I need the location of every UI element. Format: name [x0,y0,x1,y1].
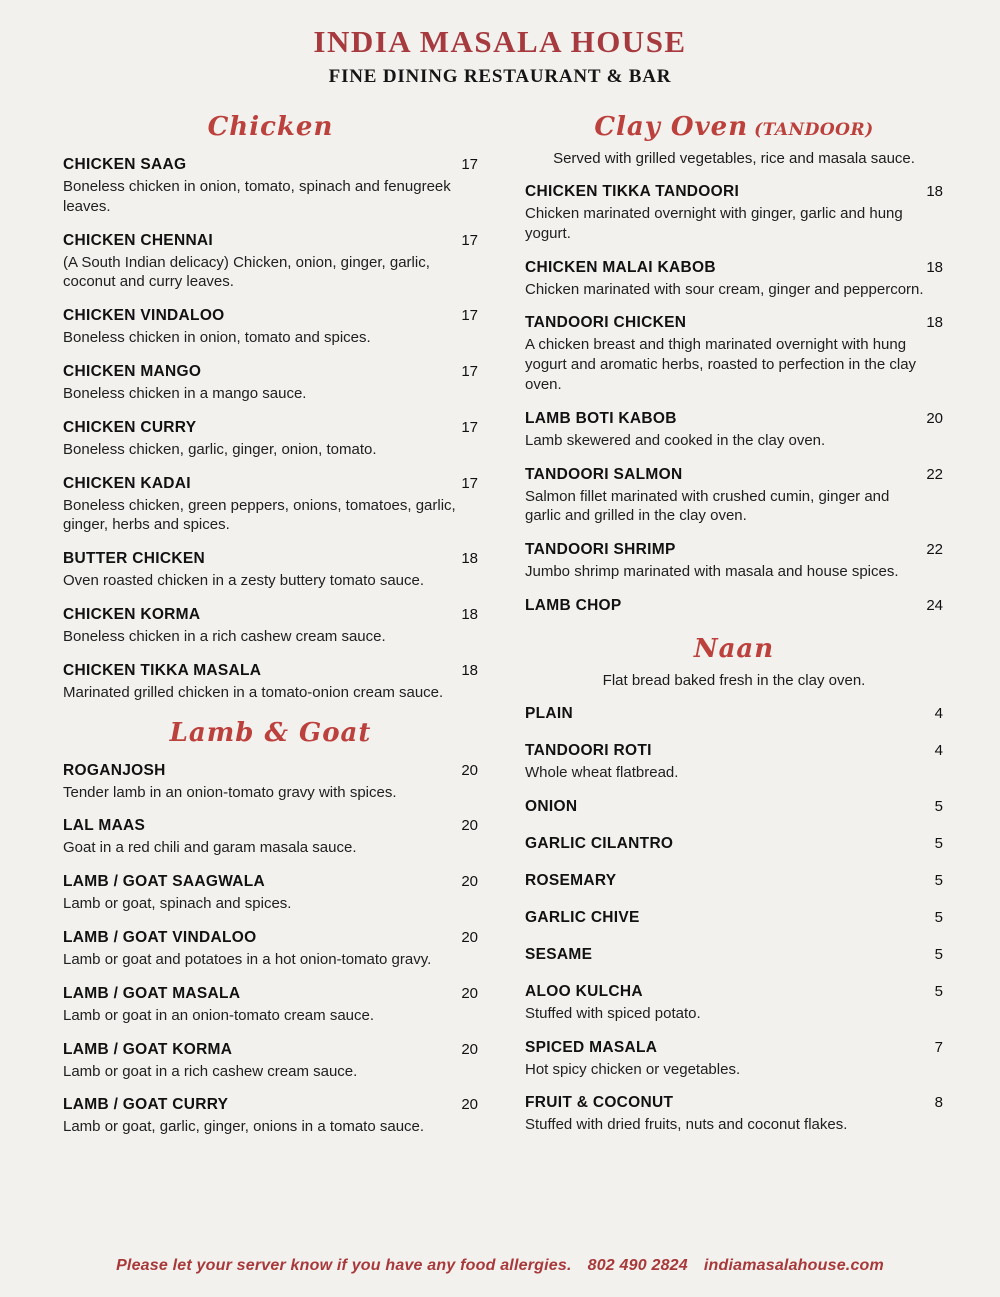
menu-item [525,314,943,394]
item-row [63,550,478,568]
section-title [525,112,943,142]
item-row [63,606,478,624]
item-name: CHICKEN TIKKA MASALA [63,661,262,679]
item-description: Goat in a red chili and garam masala sauce. [63,839,357,857]
item-price: 17 [461,307,478,325]
item-description: Boneless chicken in onion, tomato, spinach and fenugreek leaves. [63,178,451,215]
item-price: 20 [461,761,478,779]
menu-item [63,419,478,460]
item-description: A chicken breast and thigh marinated overnight with hung yogurt and aromatic herbs, roasted to perfection in the clay oven. [525,336,917,393]
menu-item [525,835,943,853]
menu-item [525,183,943,244]
menu-item [63,1041,478,1082]
item-row [63,475,478,493]
item-price: 20 [461,873,478,891]
item-row [525,183,943,201]
item-row [525,983,943,1001]
menu-item [63,985,478,1026]
item-name: LAMB / GOAT KORMA [63,1040,233,1058]
item-price: 18 [461,605,478,623]
item-row [63,662,478,680]
menu-item [63,550,478,591]
item-row [525,946,943,964]
item-price: 5 [934,834,943,852]
section-title-suffix: (TANDOOR) [754,120,874,140]
item-name: SESAME [525,945,593,963]
menu-section [525,634,943,1135]
item-row [63,873,478,891]
item-row [63,307,478,325]
item-name: LAL MAAS [63,817,146,835]
menu-item [525,259,943,300]
item-description: Marinated grilled chicken in a tomato-onion cream sauce. [63,683,444,701]
menu-item [525,1094,943,1135]
item-name: CHICKEN VINDALOO [63,307,225,325]
item-name: CHICKEN KORMA [63,605,201,623]
item-row [525,466,943,484]
item-price: 8 [934,1094,943,1112]
item-description: Chicken marinated with sour cream, ginger and peppercorn. [525,280,924,298]
menu-item [63,363,478,404]
menu-item [525,705,943,723]
item-price: 18 [926,258,943,276]
item-description: Lamb or goat in an onion-tomato cream sauce. [63,1006,375,1024]
menu-section [63,112,478,703]
item-row [525,705,943,723]
section-title [63,112,478,142]
menu-item [525,909,943,927]
menu-item [63,232,478,293]
item-row [525,872,943,890]
menu-item [63,817,478,858]
item-name: GARLIC CILANTRO [525,834,674,852]
item-description: Lamb skewered and cooked in the clay oven. [525,431,826,449]
menu-columns [0,102,1000,1152]
menu-item [63,929,478,970]
restaurant-subtitle: FINE DINING RESTAURANT & BAR [328,66,672,87]
item-row [525,1094,943,1112]
left-column [0,102,478,1152]
item-description: Oven roasted chicken in a zesty buttery tomato sauce. [63,572,425,590]
item-row [525,742,943,760]
item-name: LAMB BOTI KABOB [525,409,677,427]
item-name: ALOO KULCHA [525,982,643,1000]
item-description: Lamb or goat in a rich cashew cream sauce. [63,1062,358,1080]
menu-item [525,946,943,964]
menu-item [63,873,478,914]
menu-item [63,662,478,703]
item-name: CHICKEN MANGO [63,362,202,380]
footer-note [0,1257,1000,1275]
item-row [525,259,943,277]
item-price: 20 [461,817,478,835]
item-name: TANDOORI CHICKEN [525,314,687,332]
menu-item [525,872,943,890]
item-price: 22 [926,465,943,483]
item-price: 4 [934,741,943,759]
item-name: LAMB CHOP [525,596,622,614]
menu-item [525,597,943,615]
item-description: Lamb or goat, spinach and spices. [63,895,292,913]
item-name: LAMB / GOAT MASALA [63,984,241,1002]
item-name: PLAIN [525,704,573,722]
item-price: 20 [461,984,478,1002]
item-price: 5 [934,871,943,889]
item-description: Boneless chicken in a mango sauce. [63,384,307,402]
item-row [63,363,478,381]
section-items [525,183,943,615]
item-description: Stuffed with dried fruits, nuts and coconut flakes. [525,1116,848,1134]
item-name: FRUIT & COCONUT [525,1094,674,1112]
item-name: ONION [525,797,578,815]
menu-item [525,983,943,1024]
menu-item [525,1039,943,1080]
item-row [525,410,943,428]
item-name: LAMB / GOAT CURRY [63,1096,229,1114]
item-row [63,419,478,437]
item-price: 5 [934,797,943,815]
item-row [63,1041,478,1059]
section-title-text: Lamb & Goat [169,717,372,748]
section-title [525,634,943,664]
item-row [63,1096,478,1114]
item-name: TANDOORI SHRIMP [525,541,676,559]
section-note: Flat bread baked fresh in the clay oven. [602,671,866,689]
phone-number: 802 490 2824 [587,1257,688,1274]
menu-item [525,410,943,451]
menu-section [525,112,943,615]
item-row [63,232,478,250]
item-row [525,597,943,615]
item-price: 20 [461,1096,478,1114]
item-name: CHICKEN KADAI [63,474,191,492]
menu-item [63,307,478,348]
item-description: Stuffed with spiced potato. [525,1004,701,1022]
item-price: 20 [461,928,478,946]
item-name: ROSEMARY [525,871,617,889]
section-title-text: Clay Oven [594,112,749,142]
item-price: 5 [934,982,943,1000]
right-column [478,102,1000,1152]
item-row [63,985,478,1003]
item-description: Salmon fillet marinated with crushed cumin, ginger and garlic and grilled in the clay oven. [525,487,890,525]
item-description: (A South Indian delicacy) Chicken, onion, ginger, garlic, coconut and curry leaves. [63,253,430,291]
item-description: Lamb or goat, garlic, ginger, onions in a tomato sauce. [63,1118,425,1136]
item-row [525,909,943,927]
restaurant-name: INDIA MASALA HOUSE [313,24,687,59]
item-price: 17 [461,231,478,249]
item-row [525,835,943,853]
item-name: SPICED MASALA [525,1038,658,1056]
item-price: 17 [461,362,478,380]
item-description: Boneless chicken in onion, tomato and spices. [63,329,371,347]
item-row [525,541,943,559]
menu-header [0,0,1000,88]
item-name: CHICKEN SAAG [63,156,187,173]
section-title-text: Chicken [207,112,334,142]
item-row [63,762,478,780]
item-row [525,1039,943,1057]
item-description: Tender lamb in an onion-tomato gravy with spices. [63,783,397,801]
item-row [63,156,478,174]
item-name: TANDOORI SALMON [525,465,683,483]
item-description: Lamb or goat and potatoes in a hot onion-tomato gravy. [63,950,432,968]
item-price: 18 [926,314,943,332]
menu-item [63,1096,478,1137]
section-title [63,718,478,748]
item-price: 4 [934,704,943,722]
item-name: BUTTER CHICKEN [63,550,205,568]
section-items [63,156,478,703]
menu-item [63,156,478,217]
allergy-note: Please let your server know if you have any food allergies. [116,1257,572,1274]
item-price: 18 [461,661,478,679]
website-link: indiamasalahouse.com [703,1257,884,1274]
item-price: 20 [461,1040,478,1058]
item-price: 18 [461,550,478,568]
item-description: Boneless chicken, green peppers, onions, tomatoes, garlic, ginger, herbs and spices. [63,496,456,534]
item-name: LAMB / GOAT SAAGWALA [63,873,266,891]
menu-item [525,541,943,582]
menu-item [63,762,478,803]
item-price: 24 [926,596,943,614]
menu-section [63,718,478,1138]
item-price: 5 [934,908,943,926]
item-name: ROGANJOSH [63,761,166,779]
item-row [63,817,478,835]
section-note: Served with grilled vegetables, rice and masala sauce. [553,150,915,167]
item-name: CHICKEN CURRY [63,418,197,436]
item-row [525,314,943,332]
item-name: CHICKEN CHENNAI [63,231,214,249]
item-price: 17 [461,418,478,436]
item-price: 20 [926,409,943,427]
item-description: Boneless chicken in a rich cashew cream sauce. [63,627,386,645]
item-price: 5 [934,945,943,963]
section-title-text: Naan [693,633,775,664]
menu-item [525,798,943,816]
item-description: Boneless chicken, garlic, ginger, onion, tomato. [63,440,377,458]
menu-item [63,475,478,536]
item-price: 22 [926,541,943,559]
item-description: Jumbo shrimp marinated with masala and house spices. [525,563,899,581]
menu-item [525,466,943,527]
item-price: 17 [461,474,478,492]
section-items [525,705,943,1135]
item-name: CHICKEN MALAI KABOB [525,258,716,276]
item-row [525,798,943,816]
item-name: TANDOORI ROTI [525,741,652,759]
menu-item [525,742,943,783]
item-description: Whole wheat flatbread. [525,763,679,781]
item-price: 18 [926,183,943,200]
item-name: CHICKEN TIKKA TANDOORI [525,183,740,200]
section-items [63,762,478,1138]
item-description: Chicken marinated overnight with ginger, garlic and hung yogurt. [525,205,903,242]
item-row [63,929,478,947]
item-description: Hot spicy chicken or vegetables. [525,1060,741,1078]
item-name: LAMB / GOAT VINDALOO [63,928,257,946]
item-name: GARLIC CHIVE [525,908,640,926]
item-price: 17 [461,156,478,173]
menu-item [63,606,478,647]
item-price: 7 [934,1038,943,1056]
